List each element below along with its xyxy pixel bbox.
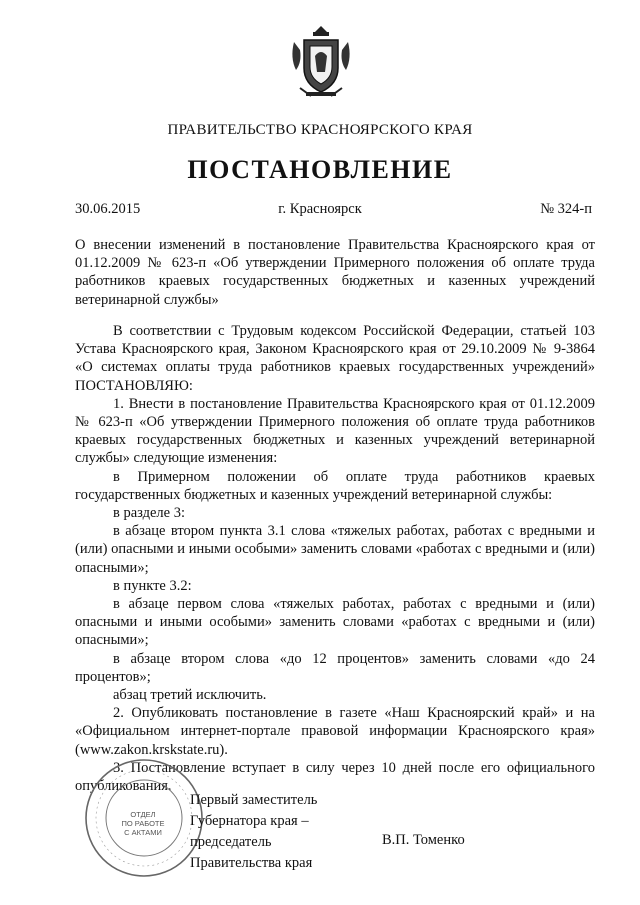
body-paragraph: абзац третий исключить.	[113, 687, 267, 704]
document-body	[75, 322, 595, 795]
government-name: ПРАВИТЕЛЬСТВО КРАСНОЯРСКОГО КРАЯ	[167, 122, 473, 138]
signatory-position-line: Правительства края	[190, 855, 313, 871]
document-city: г. Красноярск	[278, 201, 362, 217]
stamp-line: С АКТАМИ	[124, 828, 162, 837]
body-paragraph: в разделе 3:	[113, 505, 186, 522]
body-paragraph: в абзаце втором слова «до 12 процентов» заменить словами «до 24 процентов»;	[75, 650, 595, 685]
document-number: № 324-п	[540, 201, 592, 217]
subject-text: О внесении изменений в постановление Правительства Красноярского края от 01.12.2009 № 623-п «Об утверждении Примерного положения об оплате труда работников краевых государственных бюджетных и казенных учреждений ветеринарной службы»	[75, 237, 595, 308]
stamp-line: ОТДЕЛ	[130, 810, 156, 819]
document-subject	[75, 236, 595, 309]
signatory-name: В.П. Томенко	[382, 832, 465, 848]
body-paragraph: 2. Опубликовать постановление в газете «Наш Красноярский край» и на «Официальном интернет-портале правовой информации Красноярского края» (www.zakon.krskstate.ru).	[75, 705, 595, 758]
body-paragraph: в абзаце первом слова «тяжелых работах, работах с вредными и (или) опасными и иными особыми» заменить словами «работах с вредными и (или) опасными»;	[75, 596, 595, 649]
signatory-position-line: Губернатора края –	[190, 813, 309, 829]
body-paragraph: В соответствии с Трудовым кодексом Российской Федерации, статьей 103 Устава Красноярского края, Законом Красноярского края от 29.10.2009 № 9-3864 «О системах оплаты труда работников краевых государственных учреждений» ПОСТАНОВЛЯЮ:	[75, 323, 595, 394]
document-type-title: ПОСТАНОВЛЕНИЕ	[187, 155, 453, 184]
document-date: 30.06.2015	[75, 201, 141, 217]
stamp-line: ПО РАБОТЕ	[121, 819, 165, 828]
signatory-position	[190, 790, 317, 874]
signatory-position-line: председатель	[190, 834, 272, 850]
signatory-position-line: Первый заместитель	[190, 792, 318, 808]
signature-block	[0, 790, 640, 890]
body-paragraph: в Примерном положении об оплате труда работников краевых государственных бюджетных и казенных учреждений ветеринарной службы:	[75, 468, 595, 503]
body-paragraph: 3. Постановление вступает в силу через 10 дней после его официального опубликования.	[75, 759, 595, 795]
body-paragraph: в пункте 3.2:	[113, 577, 192, 594]
body-paragraph: 1. Внести в постановление Правительства Красноярского края от 01.12.2009 № 623-п «Об утверждении Примерного положения об оплате труда работников краевых государственных бюджетных и казенных учреждений ветеринарной службы» следующие изменения:	[75, 395, 595, 467]
body-paragraph: в абзаце втором пункта 3.1 слова «тяжелых работах, работах с вредными и (или) опасными и иными особыми» заменить словами «работах с вредными и (или) опасными»;	[75, 523, 595, 576]
coat-of-arms-icon	[286, 22, 356, 102]
